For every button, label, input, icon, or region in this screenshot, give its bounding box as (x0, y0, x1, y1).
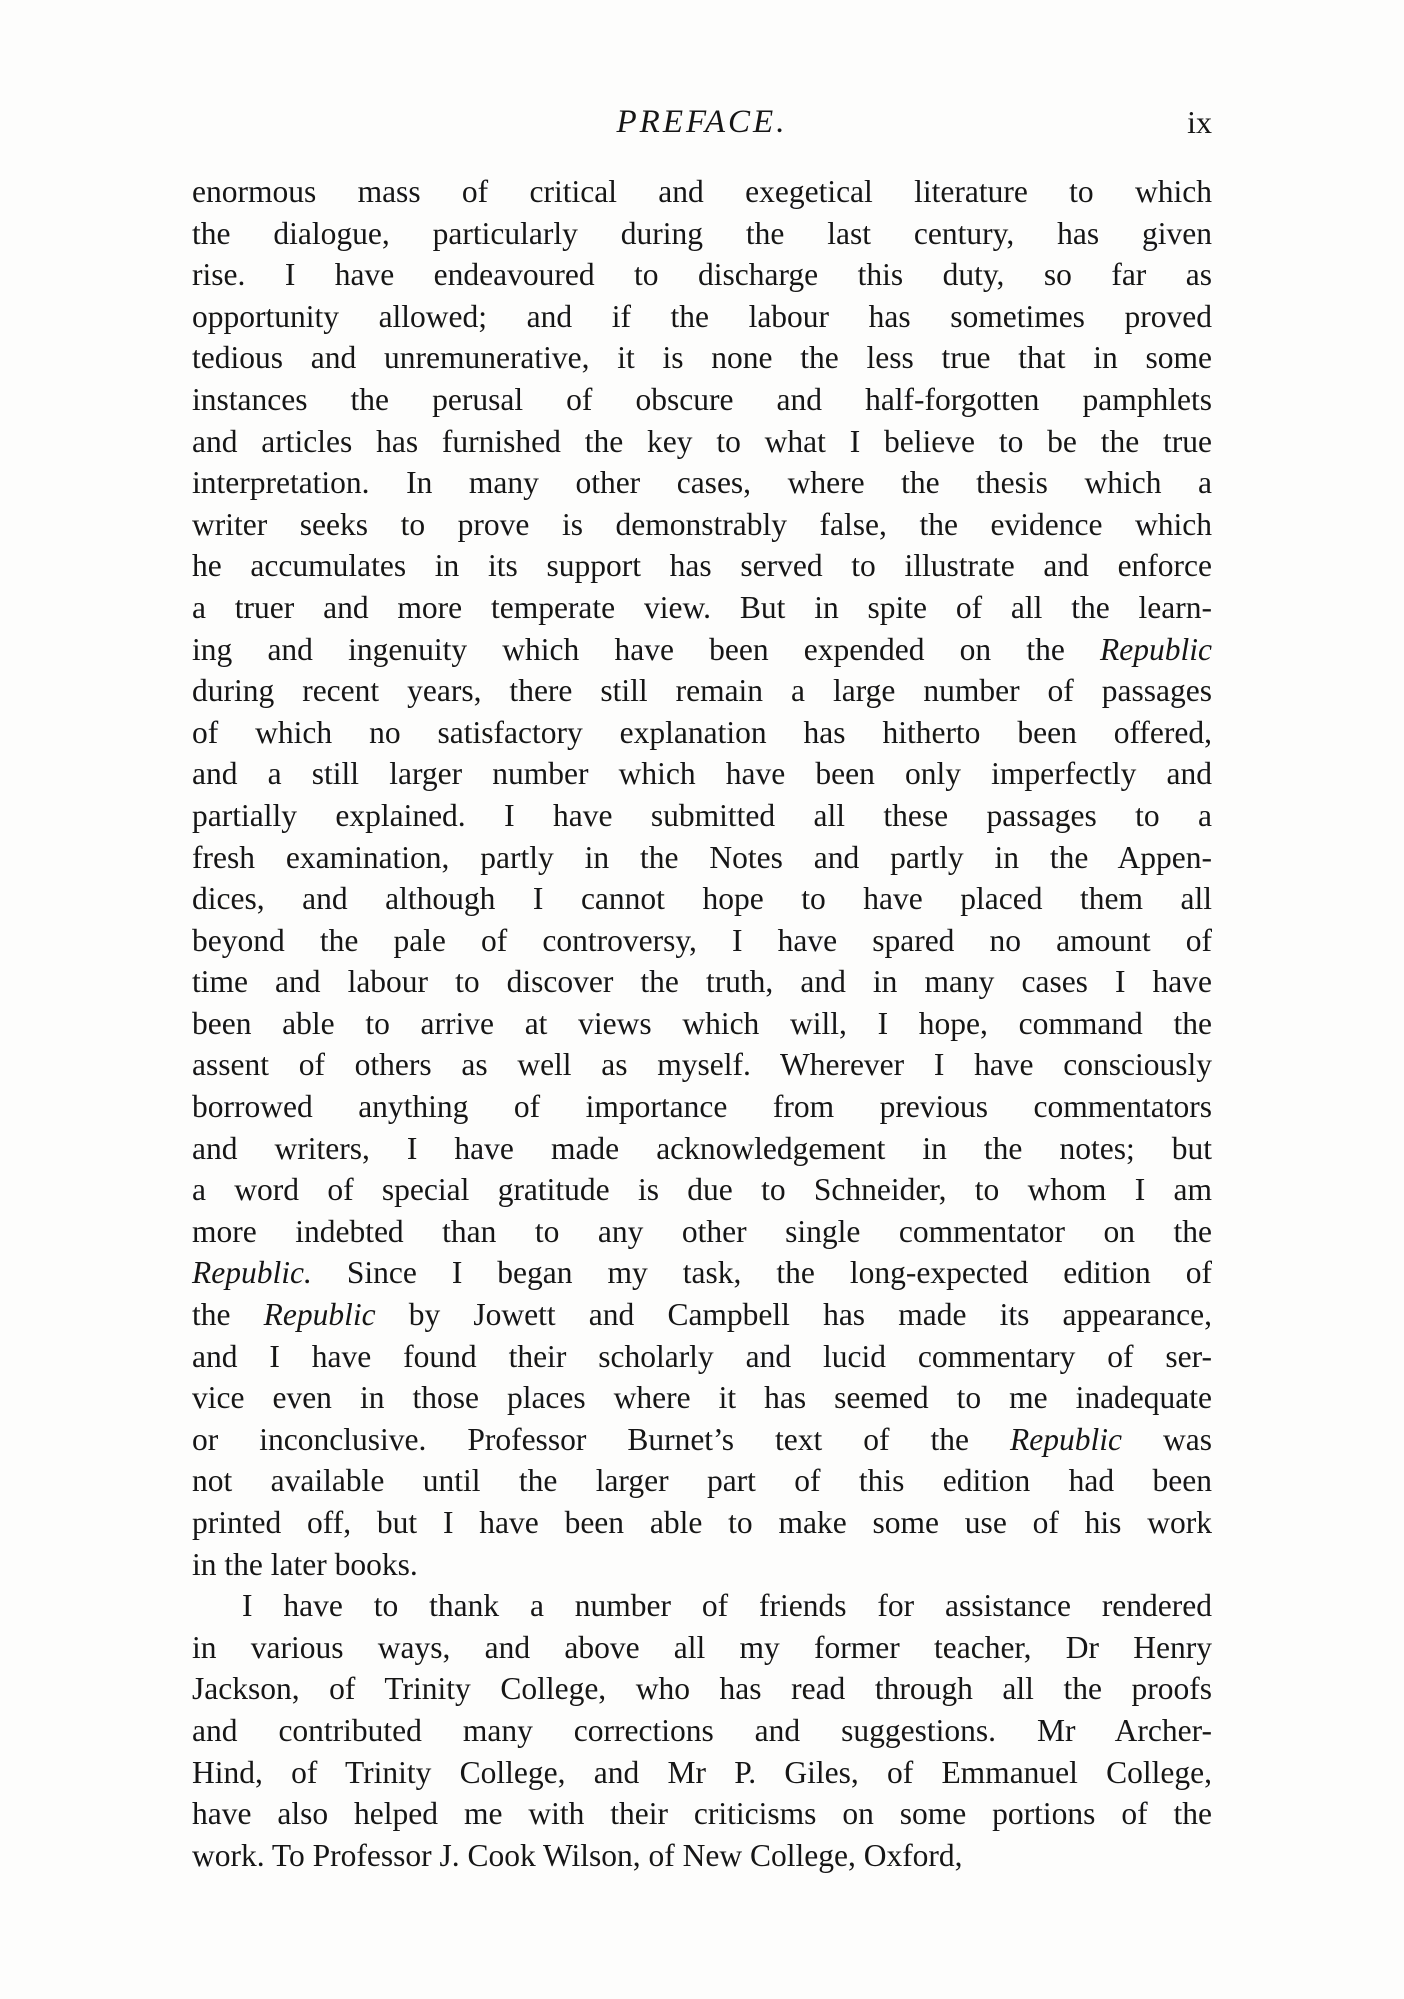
text-line: and I have found their scholarly and lucid commentary of ser- (192, 1338, 1212, 1374)
text-line: vice even in those places where it has seemed to me inadequate (192, 1380, 1212, 1416)
text-line: assent of others as well as myself. Wherever I have consciously (192, 1047, 1212, 1083)
italic-title: Republic (1100, 631, 1212, 667)
text-line: been able to arrive at views which will, I hope, command the (192, 1005, 1212, 1041)
text-line: beyond the pale of controversy, I have spared no amount of (192, 922, 1212, 958)
text-line: a truer and more temperate view. But in spite of all the learn- (192, 589, 1212, 625)
text-line: the Republic by Jowett and Campbell has made its appearance, (192, 1297, 1212, 1333)
text-line: and contributed many corrections and suggestions. Mr Archer- (192, 1712, 1212, 1748)
italic-title: Republic. (192, 1255, 312, 1291)
text-line: and a still larger number which have been only imperfectly and (192, 756, 1212, 792)
text-line: fresh examination, partly in the Notes and partly in the Appen- (192, 839, 1212, 875)
text-line: a word of special gratitude is due to Schneider, to whom I am (192, 1172, 1212, 1208)
text-line: partially explained. I have submitted all these passages to a (192, 797, 1212, 833)
text-line: Jackson, of Trinity College, who has read through all the proofs (192, 1671, 1212, 1707)
page-number: ix (1187, 104, 1212, 140)
text-line: time and labour to discover the truth, and in many cases I have (192, 964, 1212, 1000)
text-line: have also helped me with their criticisms on some portions of the (192, 1796, 1212, 1832)
running-head-title: PREFACE. (616, 104, 788, 140)
text-line: borrowed anything of importance from previous commentators (192, 1089, 1212, 1125)
text-line: and writers, I have made acknowledgement in the notes; but (192, 1130, 1212, 1166)
running-head (192, 98, 1212, 146)
text-line: work. To Professor J. Cook Wilson, of New College, Oxford, (192, 1837, 963, 1873)
text-line: Republic. Since I began my task, the long-expected edition of (192, 1255, 1212, 1291)
text-line: printed off, but I have been able to make some use of his work (192, 1505, 1212, 1540)
italic-title: Republic (263, 1297, 376, 1333)
text-line: more indebted than to any other single commentator on the (192, 1213, 1212, 1249)
text-line: writer seeks to prove is demonstrably false, the evidence which (192, 506, 1212, 542)
italic-title: Republic (1010, 1421, 1122, 1457)
paragraph (192, 1585, 1212, 1876)
text-line: dices, and although I cannot hope to have placed them all (192, 881, 1212, 917)
text-line: the dialogue, particularly during the last century, has given (192, 215, 1212, 251)
text-line: I have to thank a number of friends for assistance rendered (242, 1588, 1212, 1624)
text-line: enormous mass of critical and exegetical literature to which (192, 174, 1212, 209)
text-line: in the later books. (192, 1546, 418, 1582)
text-line: of which no satisfactory explanation has hitherto been offered, (192, 714, 1212, 750)
text-line: ing and ingenuity which have been expended on the Republic (192, 631, 1212, 667)
text-line: rise. I have endeavoured to discharge this duty, so far as (192, 257, 1212, 293)
text-line: in various ways, and above all my former teacher, Dr Henry (192, 1629, 1212, 1665)
text-line: not available until the larger part of this edition had been (192, 1463, 1212, 1499)
paragraph (192, 171, 1212, 1585)
text-line: during recent years, there still remain a large number of passages (192, 673, 1212, 709)
text-line: he accumulates in its support has served to illustrate and enforce (192, 548, 1212, 584)
text-line: or inconclusive. Professor Burnet’s text of the Republic was (192, 1421, 1212, 1457)
body-text (192, 171, 1212, 1876)
text-line: instances the perusal of obscure and half-forgotten pamphlets (192, 381, 1212, 417)
text-line: Hind, of Trinity College, and Mr P. Giles, of Emmanuel College, (192, 1754, 1212, 1790)
text-line: and articles has furnished the key to what I believe to be the true (192, 423, 1212, 459)
text-line: interpretation. In many other cases, where the thesis which a (192, 465, 1212, 501)
text-line: opportunity allowed; and if the labour has sometimes proved (192, 298, 1212, 334)
text-line: tedious and unremunerative, it is none the less true that in some (192, 340, 1212, 376)
